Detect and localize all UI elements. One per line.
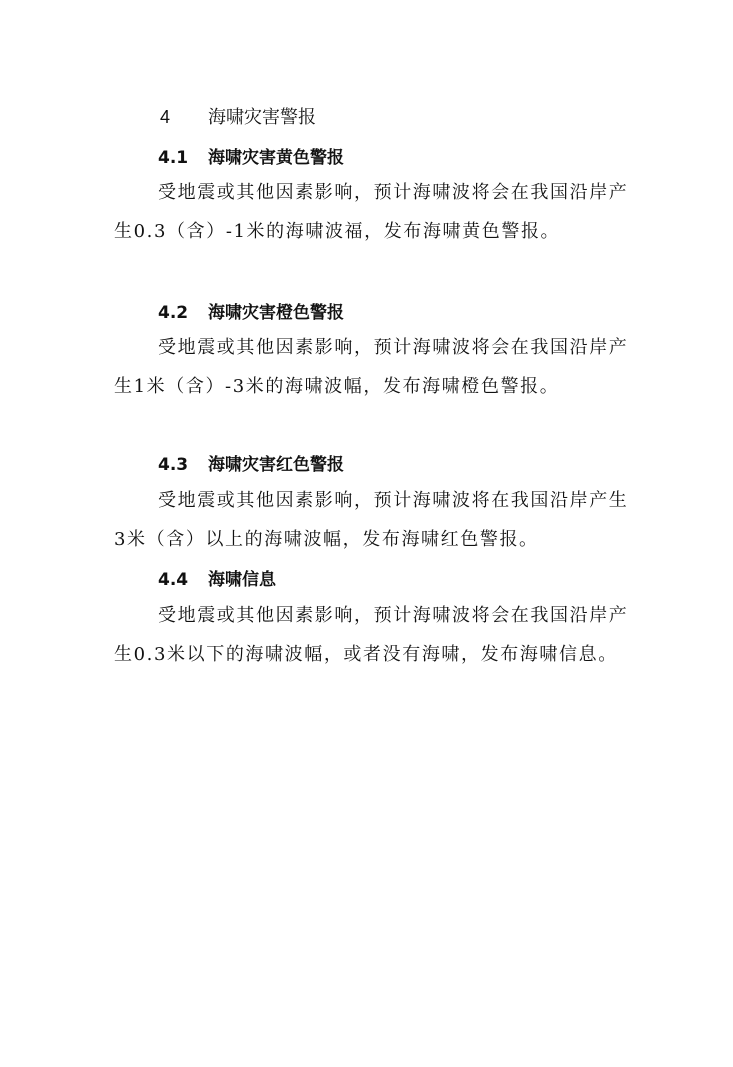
section-number: 4.3 xyxy=(158,455,189,475)
section-title: 海啸灾害红色警报 xyxy=(208,455,344,475)
section-heading-4-2 xyxy=(158,300,344,326)
section-title: 海啸信息 xyxy=(208,570,276,590)
section-body-4-2: 受地震或其他因素影响，预计海啸波将会在我国沿岸产生1米（含）-3米的海啸波幅，发布海啸橙色警报。 xyxy=(114,337,629,397)
section-body-4-3: 受地震或其他因素影响，预计海啸波将在我国沿岸产生3米（含）以上的海啸波幅，发布海啸红色警报。 xyxy=(114,490,629,550)
chapter-heading xyxy=(160,104,316,130)
section-heading-4-1 xyxy=(158,145,344,171)
section-title: 海啸灾害黄色警报 xyxy=(208,148,344,168)
section-body-4-1: 受地震或其他因素影响，预计海啸波将会在我国沿岸产生0.3（含）-1米的海啸波福，发布海啸黄色警报。 xyxy=(114,182,629,242)
section-heading-4-3 xyxy=(158,452,344,478)
section-title: 海啸灾害橙色警报 xyxy=(208,303,344,323)
chapter-number: 4 xyxy=(160,107,171,127)
chapter-title: 海啸灾害警报 xyxy=(208,107,316,127)
section-number: 4.2 xyxy=(158,303,189,323)
section-body-4-4: 受地震或其他因素影响，预计海啸波将会在我国沿岸产生0.3米以下的海啸波幅，或者没有海啸，发布海啸信息。 xyxy=(114,605,629,665)
section-number: 4.1 xyxy=(158,148,189,168)
section-heading-4-4 xyxy=(158,567,276,593)
section-number: 4.4 xyxy=(158,570,189,590)
